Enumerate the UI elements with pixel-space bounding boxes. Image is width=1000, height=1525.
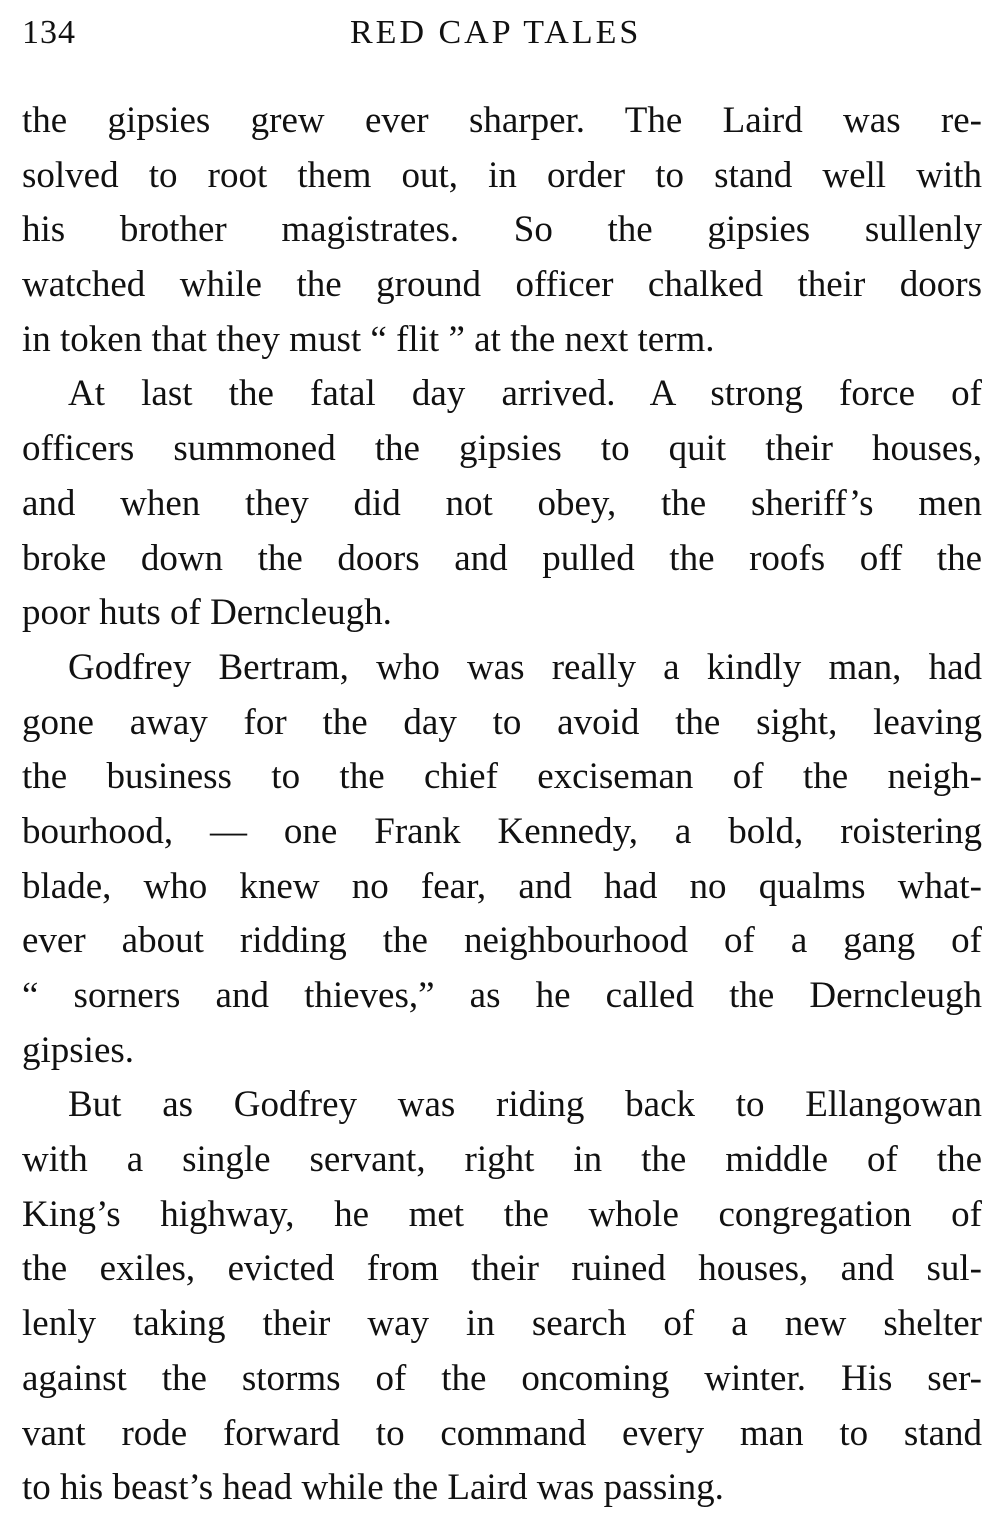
text-line: in token that they must “ flit ” at the next term. xyxy=(22,318,715,360)
text-line: against the storms of the oncoming winter. His ser- xyxy=(22,1357,982,1399)
text-line: the business to the chief exciseman of the neigh- xyxy=(22,756,982,798)
text-line: broke down the doors and pulled the roofs off the xyxy=(22,537,982,579)
text-line: gipsies. xyxy=(22,1029,135,1071)
text-line: blade, who knew no fear, and had no qualms what- xyxy=(22,865,982,907)
text-line: officers summoned the gipsies to quit their houses, xyxy=(22,428,982,470)
text-line: his brother magistrates. So the gipsies sullenly xyxy=(22,209,982,251)
text-line: gone away for the day to avoid the sight, leaving xyxy=(22,701,982,743)
paragraph-first-line: But as Godfrey was riding back to Ellangowan xyxy=(68,1084,982,1126)
text-line: and when they did not obey, the sheriff’s men xyxy=(22,482,982,524)
body-text xyxy=(22,94,982,1516)
text-line: the exiles, evicted from their ruined houses, and sul- xyxy=(22,1248,982,1290)
text-line: vant rode forward to command every man to stand xyxy=(22,1412,982,1454)
paragraph-first-line: At last the fatal day arrived. A strong force of xyxy=(68,373,982,415)
text-line: solved to root them out, in order to stand well with xyxy=(22,154,982,196)
text-line: poor huts of Derncleugh. xyxy=(22,592,392,634)
text-line: lenly taking their way in search of a new shelter xyxy=(22,1303,982,1345)
text-line: to his beast’s head while the Laird was passing. xyxy=(22,1467,724,1509)
text-line: King’s highway, he met the whole congregation of xyxy=(22,1193,982,1235)
paragraph-first-line: Godfrey Bertram, who was really a kindly man, had xyxy=(68,646,982,688)
text-line: with a single servant, right in the middle of the xyxy=(22,1139,982,1181)
page-header xyxy=(22,14,982,62)
text-line: watched while the ground officer chalked their doors xyxy=(22,264,982,306)
text-line: “ sorners and thieves,” as he called the Derncleugh xyxy=(22,975,982,1016)
running-head: RED CAP TALES xyxy=(350,14,642,51)
page-number: 134 xyxy=(22,14,76,51)
text-line: bourhood, — one Frank Kennedy, a bold, roistering xyxy=(22,810,982,852)
text-line: ever about ridding the neighbourhood of a gang of xyxy=(22,920,982,962)
text-line: the gipsies grew ever sharper. The Laird was re- xyxy=(22,100,982,141)
